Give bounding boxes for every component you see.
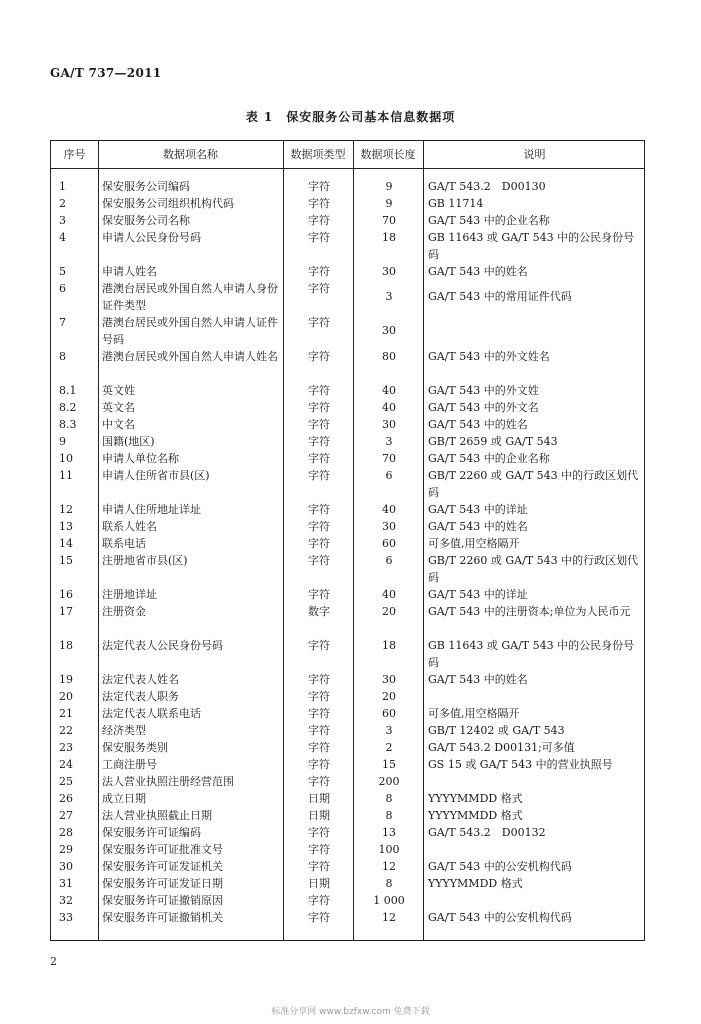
item-type: 字符 [308,826,330,839]
item-description: GA/T 543 中的企业名称 [428,452,550,465]
table-row [51,875,644,892]
item-length: 80 [382,350,396,363]
table-row [51,756,644,773]
item-length: 6 [385,469,393,482]
item-description: GA/T 543 中的常用证件代码 [428,290,572,303]
table-row [51,807,644,824]
item-length: 8 [385,877,393,890]
item-description: GB/T 2659 或 GA/T 543 [428,435,558,448]
header-desc: 说明 [523,148,546,161]
item-length: 40 [382,401,396,414]
item-type: 字符 [308,775,330,788]
table-row [51,195,644,212]
table-row [51,892,644,909]
item-type: 字符 [308,435,330,448]
item-length: 3 [385,290,393,303]
row-number: 9 [59,435,66,448]
row-number: 14 [59,537,73,550]
item-type: 字符 [308,503,330,516]
item-description: GA/T 543 中的姓名 [428,520,528,533]
item-name: 法人营业执照注册经营范围 [102,775,234,788]
item-type: 字符 [308,707,330,720]
item-type: 字符 [308,520,330,533]
item-description: GB 11643 或 GA/T 543 中的公民身份号码 [428,231,635,261]
item-name: 工商注册号 [102,758,157,771]
item-name: 港澳台居民或外国自然人申请人证件号码 [102,316,278,346]
item-description: YYYYMMDD 格式 [428,877,523,890]
item-type: 字符 [308,894,330,907]
item-type: 字符 [308,690,330,703]
item-name: 注册资金 [102,605,146,618]
item-length: 30 [382,418,396,431]
row-number: 2 [59,197,66,210]
item-type: 字符 [308,180,330,193]
row-number: 26 [59,792,73,805]
item-description: GB/T 2260 或 GA/T 543 中的行政区划代码 [428,469,639,499]
item-length: 70 [382,214,396,227]
item-length: 9 [385,197,393,210]
table-row [51,790,644,807]
item-name: 保安服务许可证批准文号 [102,843,223,856]
item-name: 法定代表人联系电话 [102,707,201,720]
table-row [51,314,644,348]
row-number: 13 [59,520,73,533]
table-row [51,467,644,501]
item-name: 法定代表人职务 [102,690,179,703]
item-length: 12 [382,911,396,924]
row-number: 22 [59,724,73,737]
header-length: 数据项长度 [360,148,416,161]
item-length: 200 [378,775,400,788]
table-row [51,416,644,433]
item-length: 2 [385,741,393,754]
item-name: 联系电话 [102,537,146,550]
table-row [51,348,644,382]
row-number: 33 [59,911,73,924]
table-row [51,450,644,467]
table-row [51,552,644,586]
row-number: 28 [59,826,73,839]
row-number: 32 [59,894,73,907]
table-row [51,535,644,552]
row-number: 8.3 [59,418,77,431]
item-name: 申请人公民身份号码 [102,231,201,244]
item-description: GA/T 543 中的详址 [428,588,528,601]
item-name: 保安服务许可证撤销原因 [102,894,223,907]
item-description: GA/T 543 中的外文姓 [428,384,539,397]
table-row [51,858,644,875]
item-length: 40 [382,503,396,516]
row-number: 4 [59,231,66,244]
item-description: YYYYMMDD 格式 [428,809,523,822]
row-number: 18 [59,639,73,652]
row-number: 25 [59,775,73,788]
item-name: 港澳台居民或外国自然人申请人姓名 [102,350,278,363]
item-description: GB/T 12402 或 GA/T 543 [428,724,565,737]
item-name: 保安服务许可证撤销机关 [102,911,223,924]
item-length: 100 [378,843,400,856]
item-length: 70 [382,452,396,465]
table-body [51,168,644,926]
item-length: 12 [382,860,396,873]
table-row [51,773,644,790]
row-number: 16 [59,588,73,601]
row-number: 15 [59,554,73,567]
item-description: GA/T 543.2 D00130 [428,180,546,193]
row-number: 8.2 [59,401,77,414]
item-length: 30 [382,324,396,337]
item-type: 字符 [308,724,330,737]
item-type: 字符 [308,639,330,652]
item-type: 字符 [308,350,330,363]
row-number: 6 [59,282,66,295]
document-code: GA/T 737—2011 [50,66,162,80]
table-title: 表 1 保安服务公司基本信息数据项 [245,110,456,124]
item-type: 字符 [308,384,330,397]
item-description: GA/T 543 中的姓名 [428,265,528,278]
row-number: 30 [59,860,73,873]
item-description: GA/T 543 中的姓名 [428,673,528,686]
table-row [51,824,644,841]
item-description: 可多值,用空格隔开 [428,537,520,550]
item-type: 字符 [308,282,330,295]
item-name: 法定代表人公民身份号码 [102,639,223,652]
footer-watermark: 标准分享网 www.bzfxw.com 免费下载 [271,1007,430,1017]
table-row [51,433,644,450]
row-number: 11 [59,469,73,482]
item-description: GB 11643 或 GA/T 543 中的公民身份号码 [428,639,635,669]
table-row [51,212,644,229]
item-type: 字符 [308,843,330,856]
item-name: 成立日期 [102,792,146,805]
item-type: 字符 [308,401,330,414]
table-row [51,671,644,688]
item-type: 字符 [308,452,330,465]
item-type: 字符 [308,197,330,210]
table-row [51,518,644,535]
table-row [51,637,644,671]
item-length: 60 [382,537,396,550]
row-number: 12 [59,503,73,516]
item-description: GA/T 543.2 D00132 [428,826,546,839]
item-type: 字符 [308,758,330,771]
item-length: 30 [382,673,396,686]
item-length: 30 [382,265,396,278]
item-length: 6 [385,554,393,567]
item-length: 1 000 [373,894,405,907]
item-name: 法定代表人姓名 [102,673,179,686]
item-name: 中文名 [102,418,135,431]
table-row [51,722,644,739]
row-number: 10 [59,452,73,465]
item-length: 13 [382,826,396,839]
row-number: 29 [59,843,73,856]
item-name: 国籍(地区) [102,435,155,448]
item-name: 申请人单位名称 [102,452,179,465]
item-name: 申请人姓名 [102,265,157,278]
item-length: 3 [385,724,393,737]
row-number: 5 [59,265,66,278]
item-name: 英文姓 [102,384,135,397]
item-description: YYYYMMDD 格式 [428,792,523,805]
table-row [51,739,644,756]
item-length: 30 [382,520,396,533]
table-row [51,501,644,518]
item-length: 15 [382,758,396,771]
row-number: 23 [59,741,73,754]
item-type: 字符 [308,554,330,567]
header-no: 序号 [63,148,86,161]
table-row [51,263,644,280]
item-length: 40 [382,384,396,397]
row-number: 1 [59,180,66,193]
row-number: 8 [59,350,66,363]
item-type: 字符 [308,588,330,601]
item-name: 保安服务许可证发证日期 [102,877,223,890]
item-name: 保安服务许可证编码 [102,826,201,839]
item-length: 60 [382,707,396,720]
item-name: 保安服务公司组织机构代码 [102,197,234,210]
page-number: 2 [50,955,57,968]
table-row [51,688,644,705]
item-description: GA/T 543 中的外文姓名 [428,350,550,363]
item-type: 字符 [308,860,330,873]
item-description: GA/T 543 中的详址 [428,503,528,516]
table-row [51,280,644,314]
item-type: 字符 [308,469,330,482]
item-type: 字符 [308,316,330,329]
table-header [51,141,644,168]
header-name: 数据项名称 [163,148,218,161]
table-row [51,382,644,399]
item-length: 18 [382,231,396,244]
item-type: 字符 [308,911,330,924]
item-name: 注册地省市县(区) [102,554,188,567]
item-name: 申请人住所地址详址 [102,503,201,516]
table-row [51,705,644,722]
row-number: 24 [59,758,73,771]
item-description: GA/T 543.2 D00131;可多值 [428,741,575,754]
item-name: 港澳台居民或外国自然人申请人身份证件类型 [102,282,278,312]
item-description: GA/T 543 中的外文名 [428,401,539,414]
item-description: GA/T 543 中的姓名 [428,418,528,431]
item-name: 法人营业执照截止日期 [102,809,212,822]
item-description: GB 11714 [428,197,484,210]
row-number: 7 [59,316,66,329]
item-type: 字符 [308,214,330,227]
item-name: 保安服务类别 [102,741,168,754]
item-type: 日期 [308,877,330,890]
item-name: 保安服务公司名称 [102,214,190,227]
item-length: 3 [385,435,393,448]
item-name: 经济类型 [102,724,146,737]
item-name: 注册地详址 [102,588,157,601]
item-name: 联系人姓名 [102,520,157,533]
row-number: 31 [59,877,73,890]
item-type: 日期 [308,809,330,822]
table-row [51,229,644,263]
data-table [50,140,645,941]
item-length: 20 [382,690,396,703]
table-row [51,603,644,637]
item-description: GB/T 2260 或 GA/T 543 中的行政区划代码 [428,554,639,584]
header-type: 数据项类型 [290,148,346,161]
table-row [51,178,644,195]
item-type: 数字 [308,605,330,618]
table-row [51,586,644,603]
item-description: GA/T 543 中的公安机构代码 [428,911,572,924]
item-type: 日期 [308,792,330,805]
row-number: 19 [59,673,73,686]
item-description: 可多值,用空格隔开 [428,707,520,720]
row-number: 20 [59,690,73,703]
item-description: GA/T 543 中的公安机构代码 [428,860,572,873]
table-row [51,841,644,858]
item-type: 字符 [308,418,330,431]
item-type: 字符 [308,673,330,686]
item-description: GS 15 或 GA/T 543 中的营业执照号 [428,758,613,771]
item-description: GA/T 543 中的企业名称 [428,214,550,227]
row-number: 27 [59,809,73,822]
item-name: 英文名 [102,401,135,414]
item-type: 字符 [308,231,330,244]
item-length: 8 [385,792,393,805]
row-number: 8.1 [59,384,77,397]
item-length: 20 [382,605,396,618]
item-name: 保安服务公司编码 [102,180,190,193]
row-number: 3 [59,214,66,227]
item-type: 字符 [308,265,330,278]
row-number: 21 [59,707,73,720]
row-number: 17 [59,605,73,618]
item-name: 申请人住所省市县(区) [102,469,210,482]
table-row [51,909,644,926]
item-length: 18 [382,639,396,652]
item-type: 字符 [308,741,330,754]
item-length: 8 [385,809,393,822]
table-row [51,399,644,416]
item-type: 字符 [308,537,330,550]
item-name: 保安服务许可证发证机关 [102,860,223,873]
item-length: 9 [385,180,393,193]
item-length: 40 [382,588,396,601]
item-description: GA/T 543 中的注册资本;单位为人民币元 [428,605,631,618]
